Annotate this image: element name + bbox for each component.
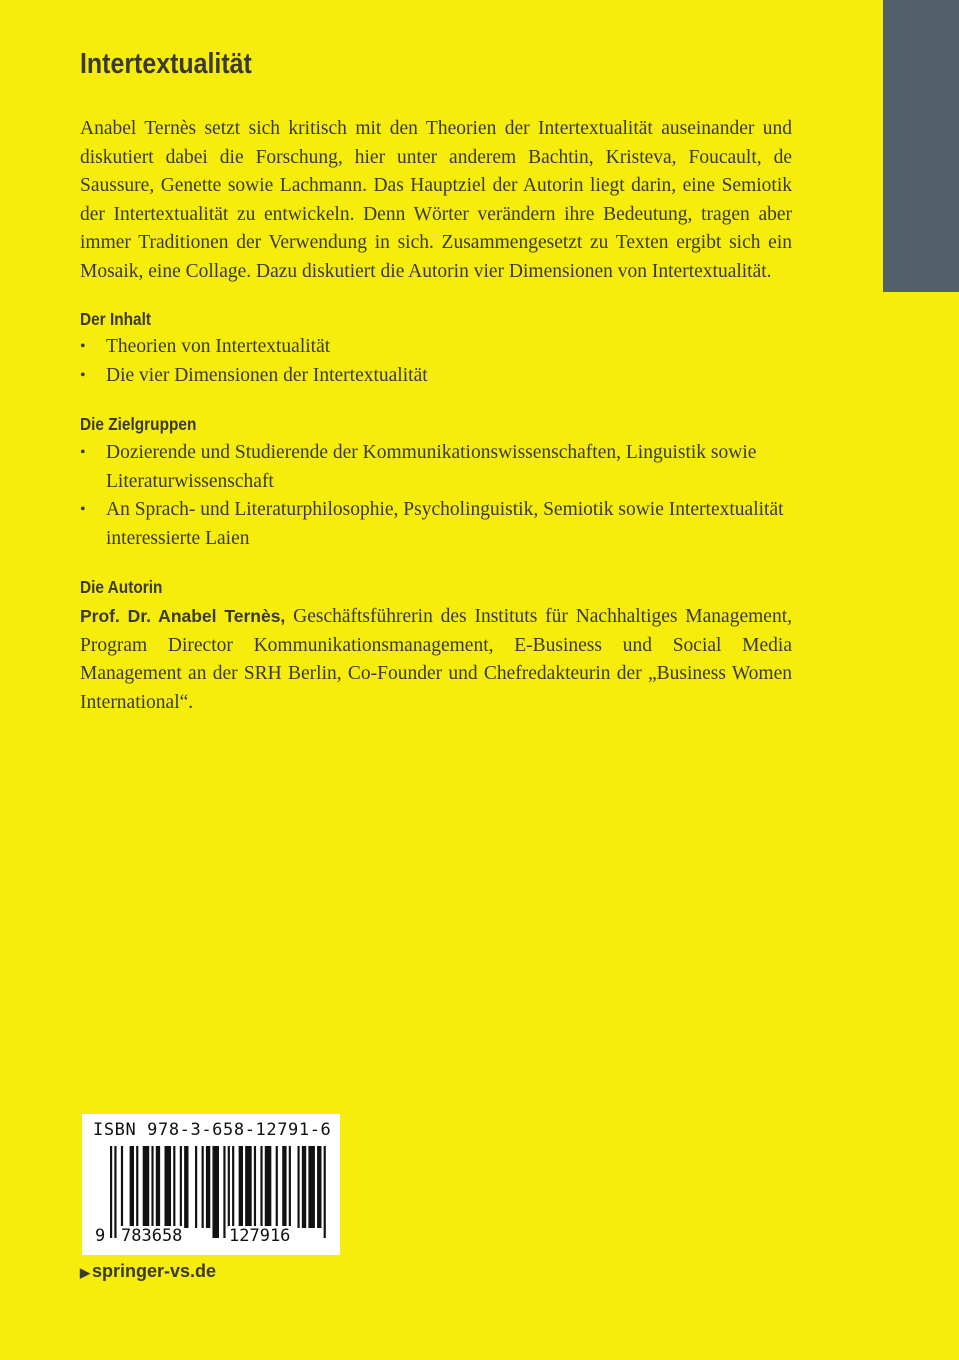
publisher-website[interactable] xyxy=(80,1261,216,1282)
book-title: Intertextualität xyxy=(80,48,252,80)
cover-side-tab xyxy=(883,0,959,292)
list-item: • Die vier Dimensionen der Intertextualität xyxy=(80,362,792,391)
target-group-list xyxy=(80,439,792,553)
target-group-heading: Die Zielgruppen xyxy=(80,414,197,435)
barcode-icon xyxy=(110,1146,328,1238)
website-label: springer-vs.de xyxy=(92,1261,217,1281)
bullet-icon: • xyxy=(80,501,86,519)
isbn-barcode xyxy=(82,1114,340,1255)
bullet-icon: • xyxy=(80,338,86,356)
isbn-label: ISBN 978-3-658-12791-6 xyxy=(93,1120,332,1140)
ean-digits xyxy=(94,1226,334,1250)
list-item: • Dozierende und Studierende der Kommunikationswissenschaften, Linguistik sowie Literaturwissenschaft xyxy=(80,439,792,496)
intro-paragraph: Anabel Ternès setzt sich kritisch mit den Theorien der Intertextualität auseinander und diskutiert dabei die Forschung, hier unter anderem Bachtin, Kristeva, Foucault, de Saussure, Genette sowie Lachmann. Das Hauptziel der Autorin liegt darin, eine Semiotik der Intertextualität zu entwickeln. Denn Wörter verändern ihre Bedeutung, tragen aber immer Traditionen der Verwendung in sich. Zusammengesetzt zu Texten ergibt sich ein Mosaik, eine Collage. Dazu diskutiert die Autorin vier Dimensionen von Intertextualität. xyxy=(80,118,792,282)
bullet-icon: • xyxy=(80,366,86,384)
author-bio xyxy=(80,602,792,717)
ean-right-digits: 127916 xyxy=(229,1226,291,1246)
author-description: Geschäftsführerin des Instituts für Nachhaltiges Management, Program Director Kommunikationsmanagement, E-Business und Social Media Management an der SRH Berlin, Co-Founder und Chefredakteurin der „Business Women International“. xyxy=(80,605,792,713)
list-item: • Theorien von Intertextualität xyxy=(80,333,792,362)
back-cover-text xyxy=(80,44,792,717)
list-item: • An Sprach- und Literaturphilosophie, Psycholinguistik, Semiotik sowie Intertextualität interessierte Laien xyxy=(80,496,792,553)
author-name: Prof. Dr. Anabel Ternès, xyxy=(80,605,286,626)
author-heading: Die Autorin xyxy=(80,577,163,598)
bullet-icon: • xyxy=(80,443,86,461)
content-heading: Der Inhalt xyxy=(80,308,152,329)
arrow-icon: ▶ xyxy=(80,1265,90,1280)
ean-first-digit: 9 xyxy=(95,1226,106,1246)
content-list xyxy=(80,333,792,390)
ean-left-digits: 783658 xyxy=(121,1226,183,1246)
